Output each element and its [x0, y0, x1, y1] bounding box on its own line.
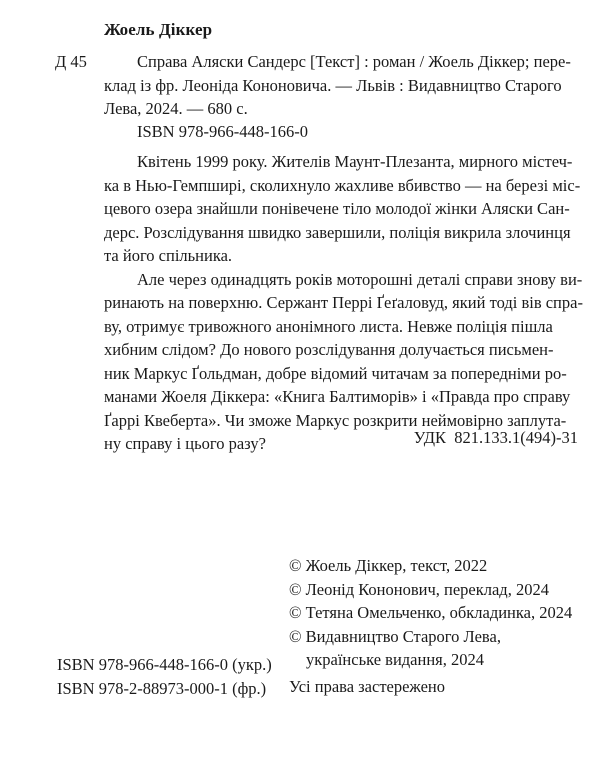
isbn-main: ISBN 978-966-448-166-0: [137, 122, 308, 141]
isbn-line: ISBN 978-966-448-166-0 (укр.): [57, 655, 272, 674]
classification-code: Д 45: [55, 52, 87, 71]
biblio-line: Справа Аляски Сандерс [Текст] : роман / Жоель Діккер; пере-: [137, 52, 571, 71]
isbn-line: ISBN 978-2-88973-000-1 (фр.): [57, 678, 267, 698]
annotation-line: Ґаррі Квеберта». Чи зможе Маркус розкрити неймовірно заплута-: [104, 410, 567, 430]
author-name: Жоель Діккер: [104, 20, 213, 39]
copyright-block: [289, 554, 579, 672]
annotation-line: хибним слідом? До нового розслідування долучається письмен-: [104, 340, 554, 359]
biblio-line: Лева, 2024. — 680 с.: [104, 99, 248, 118]
biblio-line: клад із фр. Леоніда Кононовича. — Львів : Видавництво Старого: [104, 75, 562, 95]
copyright-line: © Видавництво Старого Лева,: [289, 626, 501, 646]
annotation-line: ну справу і цього разу?: [104, 434, 266, 453]
annotation-line: дерс. Розслідування швидко завершили, поліція викрила злочинця: [104, 222, 571, 242]
annotation-line: манами Жоеля Діккера: «Книга Балтиморів» і «Правда про справу: [104, 387, 571, 406]
annotation-line: та його спільника.: [104, 246, 233, 265]
annotation-line: ник Маркус Ґольдман, добре відомий читачам за попередніми ро-: [104, 363, 567, 383]
annotation-line: цевого озера знайшли понівечене тіло молодої жінки Аляски Сан-: [104, 199, 570, 218]
udc-code: УДК 821.133.1(494)-31: [413, 428, 578, 447]
annotation-line: ринають на поверхню. Сержант Перрі Ґеґаловуд, який тоді вів спра-: [104, 293, 583, 312]
copyright-line: © Тетяна Омельченко, обкладинка, 2024: [289, 603, 573, 622]
copyright-line: © Жоель Діккер, текст, 2022: [289, 556, 488, 575]
annotation-line: ву, отримує тривожного анонімного листа. Невже поліція пішла: [104, 316, 553, 336]
annotation-line: ка в Нью-Гемпширі, сколихнуло жахливе вбивство — на березі міс-: [104, 175, 581, 195]
copyright-line: українське видання, 2024: [306, 650, 484, 669]
bibliographic-record: [104, 50, 577, 121]
copyright-line: © Леонід Кононович, переклад, 2024: [289, 579, 549, 599]
rights-reserved: Усі права застережено: [289, 677, 446, 696]
annotation-line: Квітень 1999 року. Жителів Маунт-Плезанта, мирного містеч-: [137, 152, 573, 171]
isbn-list: [57, 653, 272, 700]
annotation-line: Але через одинадцять років моторошні деталі справи знову ви-: [137, 269, 583, 289]
annotation: [104, 150, 584, 456]
